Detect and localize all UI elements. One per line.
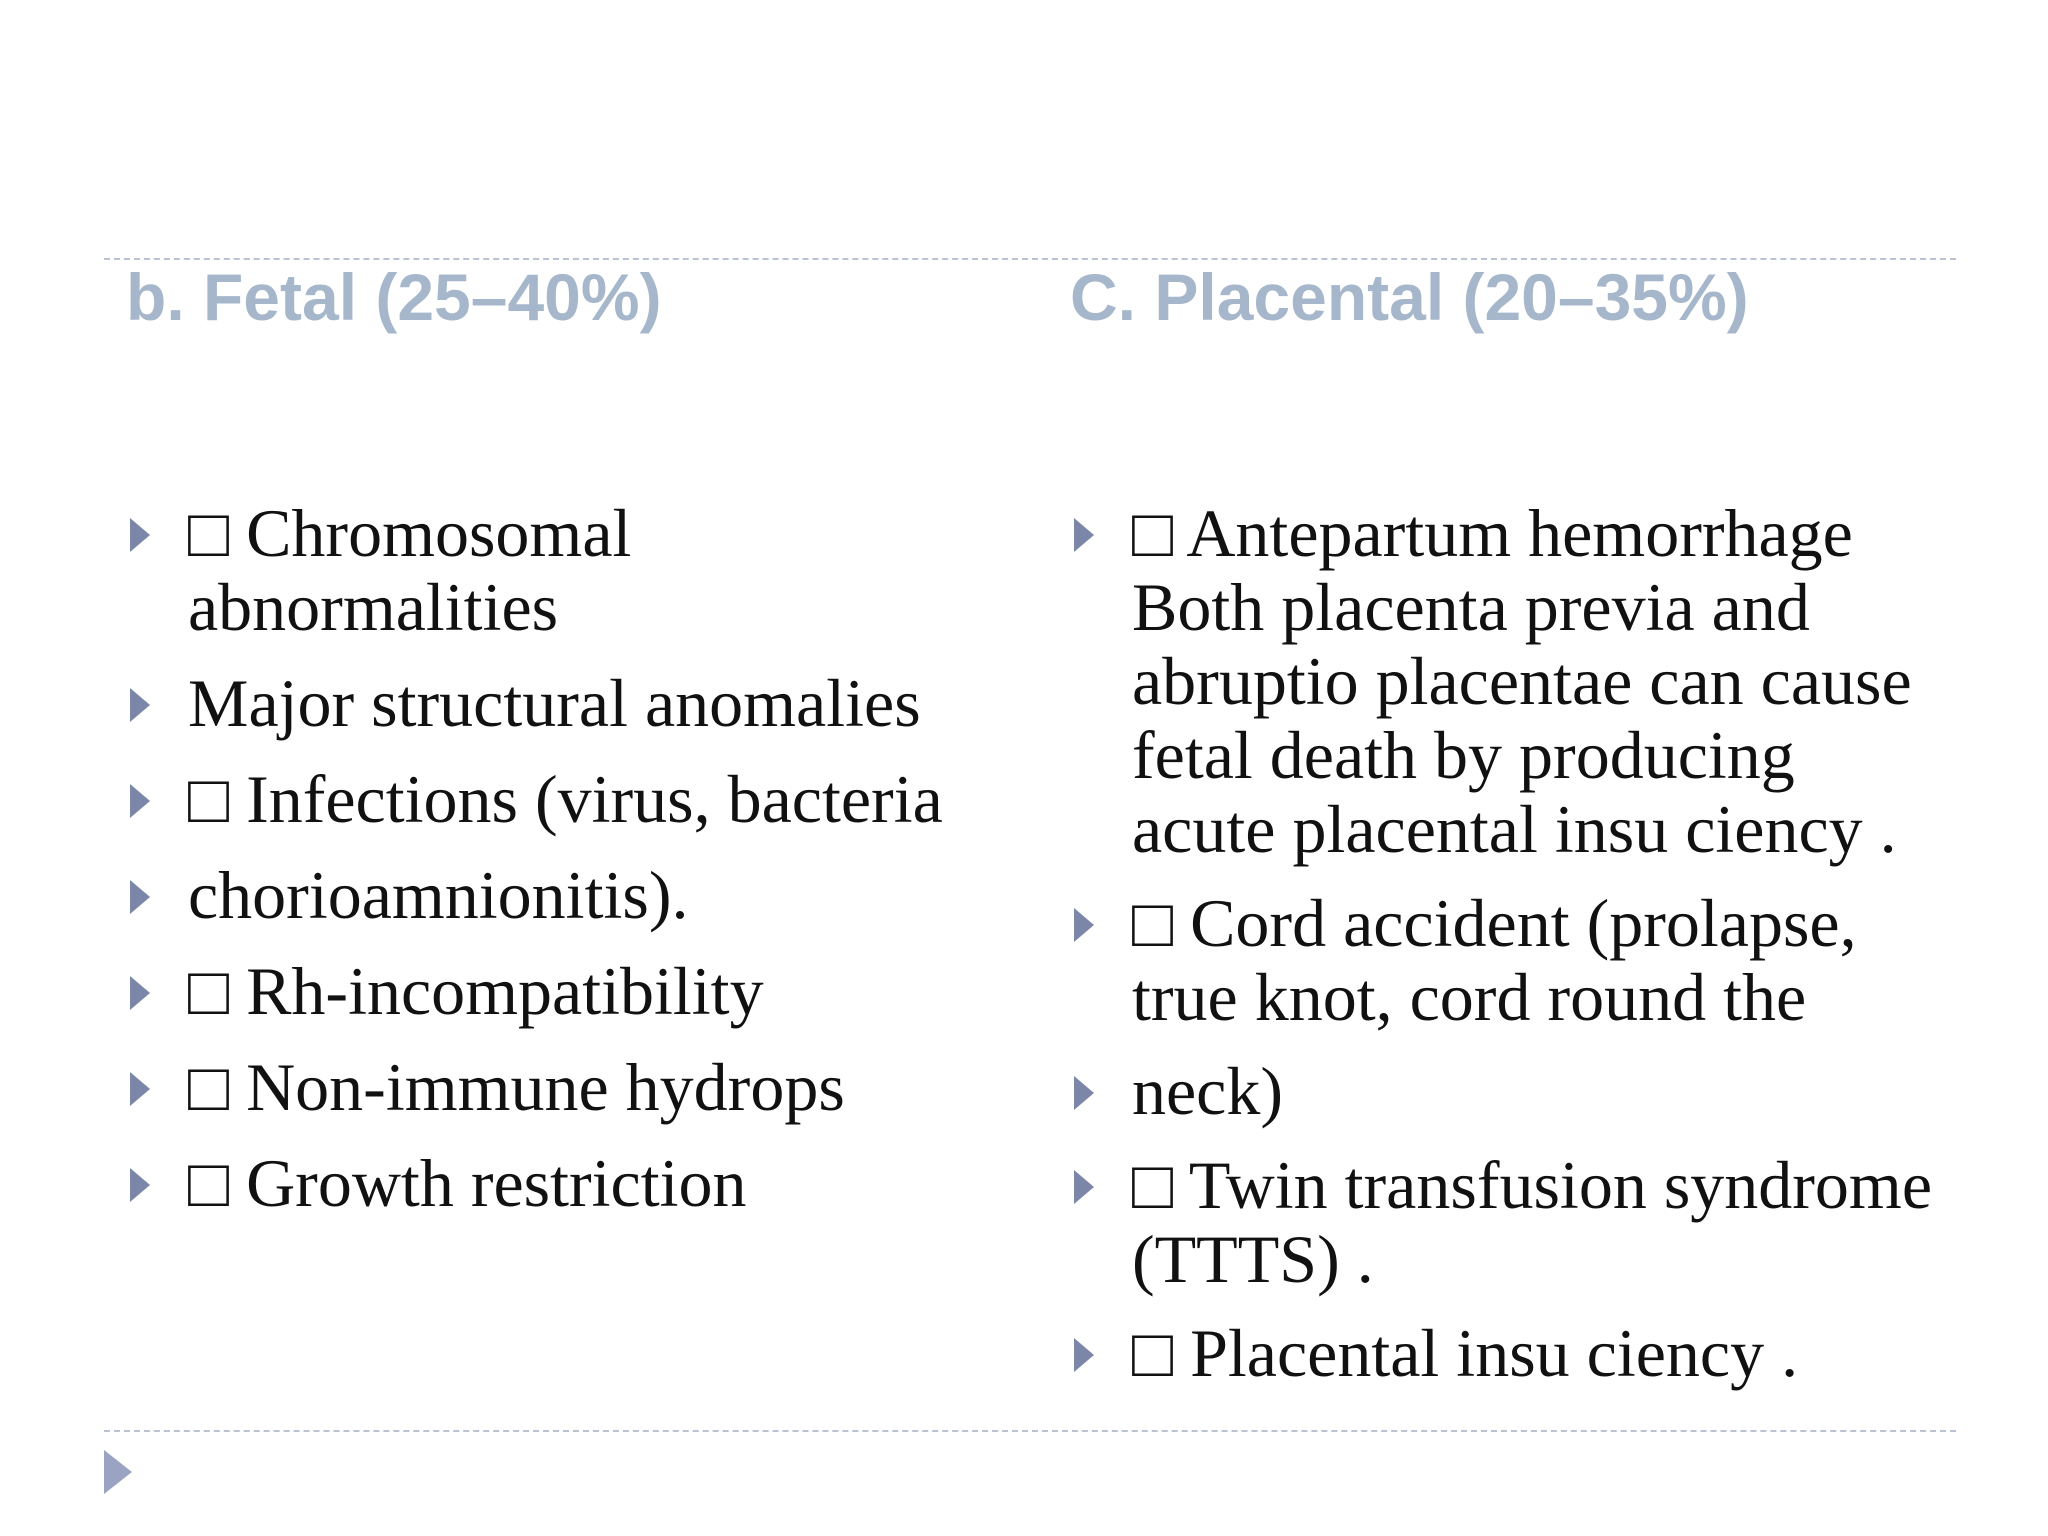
triangle-bullet-icon: [130, 784, 150, 818]
list-item: [1070, 886, 1950, 1034]
triangle-bullet-icon: [130, 1168, 150, 1202]
placental-causes-list: [1070, 496, 1950, 1410]
fetal-causes-list: [126, 496, 1006, 1242]
list-item-text: Major structural anomalies: [188, 665, 921, 741]
list-item-text: □ Non-immune hydrops: [188, 1049, 845, 1125]
list-item-text: □ Rh-incompatibility: [188, 953, 764, 1029]
list-item-text: □ Antepartum hemorrhage Both placenta previa and abruptio placentae can cause fetal death by producing acute placental insu ciency .: [1132, 495, 1912, 867]
list-item-text: □ Chromosomal abnormalities: [188, 495, 632, 645]
list-item: [1070, 1148, 1950, 1296]
list-item-text: □ Placental insu ciency .: [1132, 1315, 1799, 1391]
list-item: [126, 954, 1006, 1028]
triangle-bullet-icon: [1074, 1338, 1094, 1372]
list-item: [126, 1146, 1006, 1220]
triangle-bullet-icon: [130, 688, 150, 722]
fetal-heading: b. Fetal (25–40%): [126, 260, 662, 334]
list-item: [126, 496, 1006, 644]
triangle-bullet-icon: [130, 976, 150, 1010]
triangle-bullet-icon: [1074, 1170, 1094, 1204]
list-item: [126, 762, 1006, 836]
list-item: [1070, 1316, 1950, 1390]
placental-heading: C. Placental (20–35%): [1070, 260, 1749, 334]
bottom-divider: [104, 1430, 1956, 1432]
triangle-bullet-icon: [1074, 908, 1094, 942]
list-item-text: chorioamnionitis).: [188, 857, 689, 933]
triangle-footer-icon: [104, 1450, 132, 1494]
triangle-bullet-icon: [130, 880, 150, 914]
list-item-text: □ Growth restriction: [188, 1145, 747, 1221]
list-item-text: □ Twin transfusion syndrome (TTTS) .: [1132, 1147, 1932, 1297]
triangle-bullet-icon: [130, 1072, 150, 1106]
list-item-text: neck): [1132, 1053, 1284, 1129]
triangle-bullet-icon: [1074, 518, 1094, 552]
list-item: [126, 858, 1006, 932]
list-item: [126, 1050, 1006, 1124]
list-item-text: □ Cord accident (prolapse, true knot, cord round the: [1132, 885, 1857, 1035]
triangle-bullet-icon: [1074, 1076, 1094, 1110]
list-item: [126, 666, 1006, 740]
list-item-text: □ Infections (virus, bacteria: [188, 761, 943, 837]
list-item: [1070, 1054, 1950, 1128]
list-item: [1070, 496, 1950, 866]
triangle-bullet-icon: [130, 518, 150, 552]
